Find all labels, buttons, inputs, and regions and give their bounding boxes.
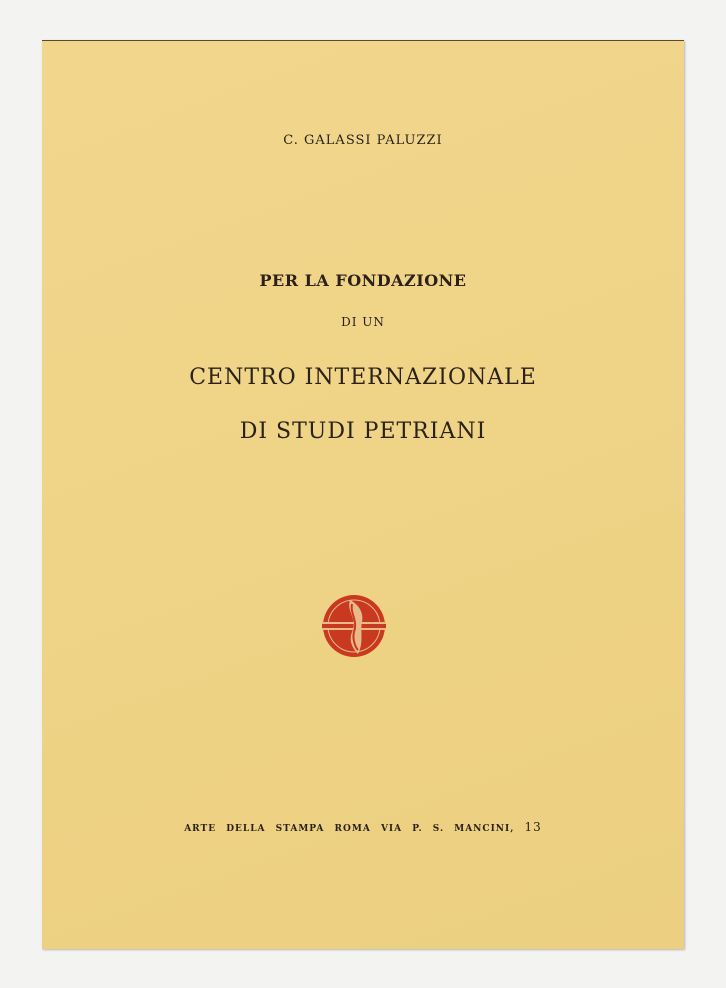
imprint-number: 13 [524, 820, 542, 834]
publisher-seal-emblem-icon [320, 592, 388, 660]
title-line-3: CENTRO INTERNAZIONALE [189, 365, 537, 390]
title-line-4: DI STUDI PETRIANI [239, 419, 487, 444]
imprint [42, 820, 684, 834]
imprint-city: ROMA [334, 824, 371, 834]
imprint-publisher: ARTE DELLA STAMPA [184, 824, 325, 834]
imprint-address: VIA P. S. MANCINI, [380, 824, 515, 834]
booklet-cover [42, 40, 684, 949]
author: C. GALASSI PALUZZI [283, 133, 443, 148]
title-line-2: DI UN [341, 315, 385, 329]
title-line-1: PER LA FONDAZIONE [259, 271, 467, 290]
